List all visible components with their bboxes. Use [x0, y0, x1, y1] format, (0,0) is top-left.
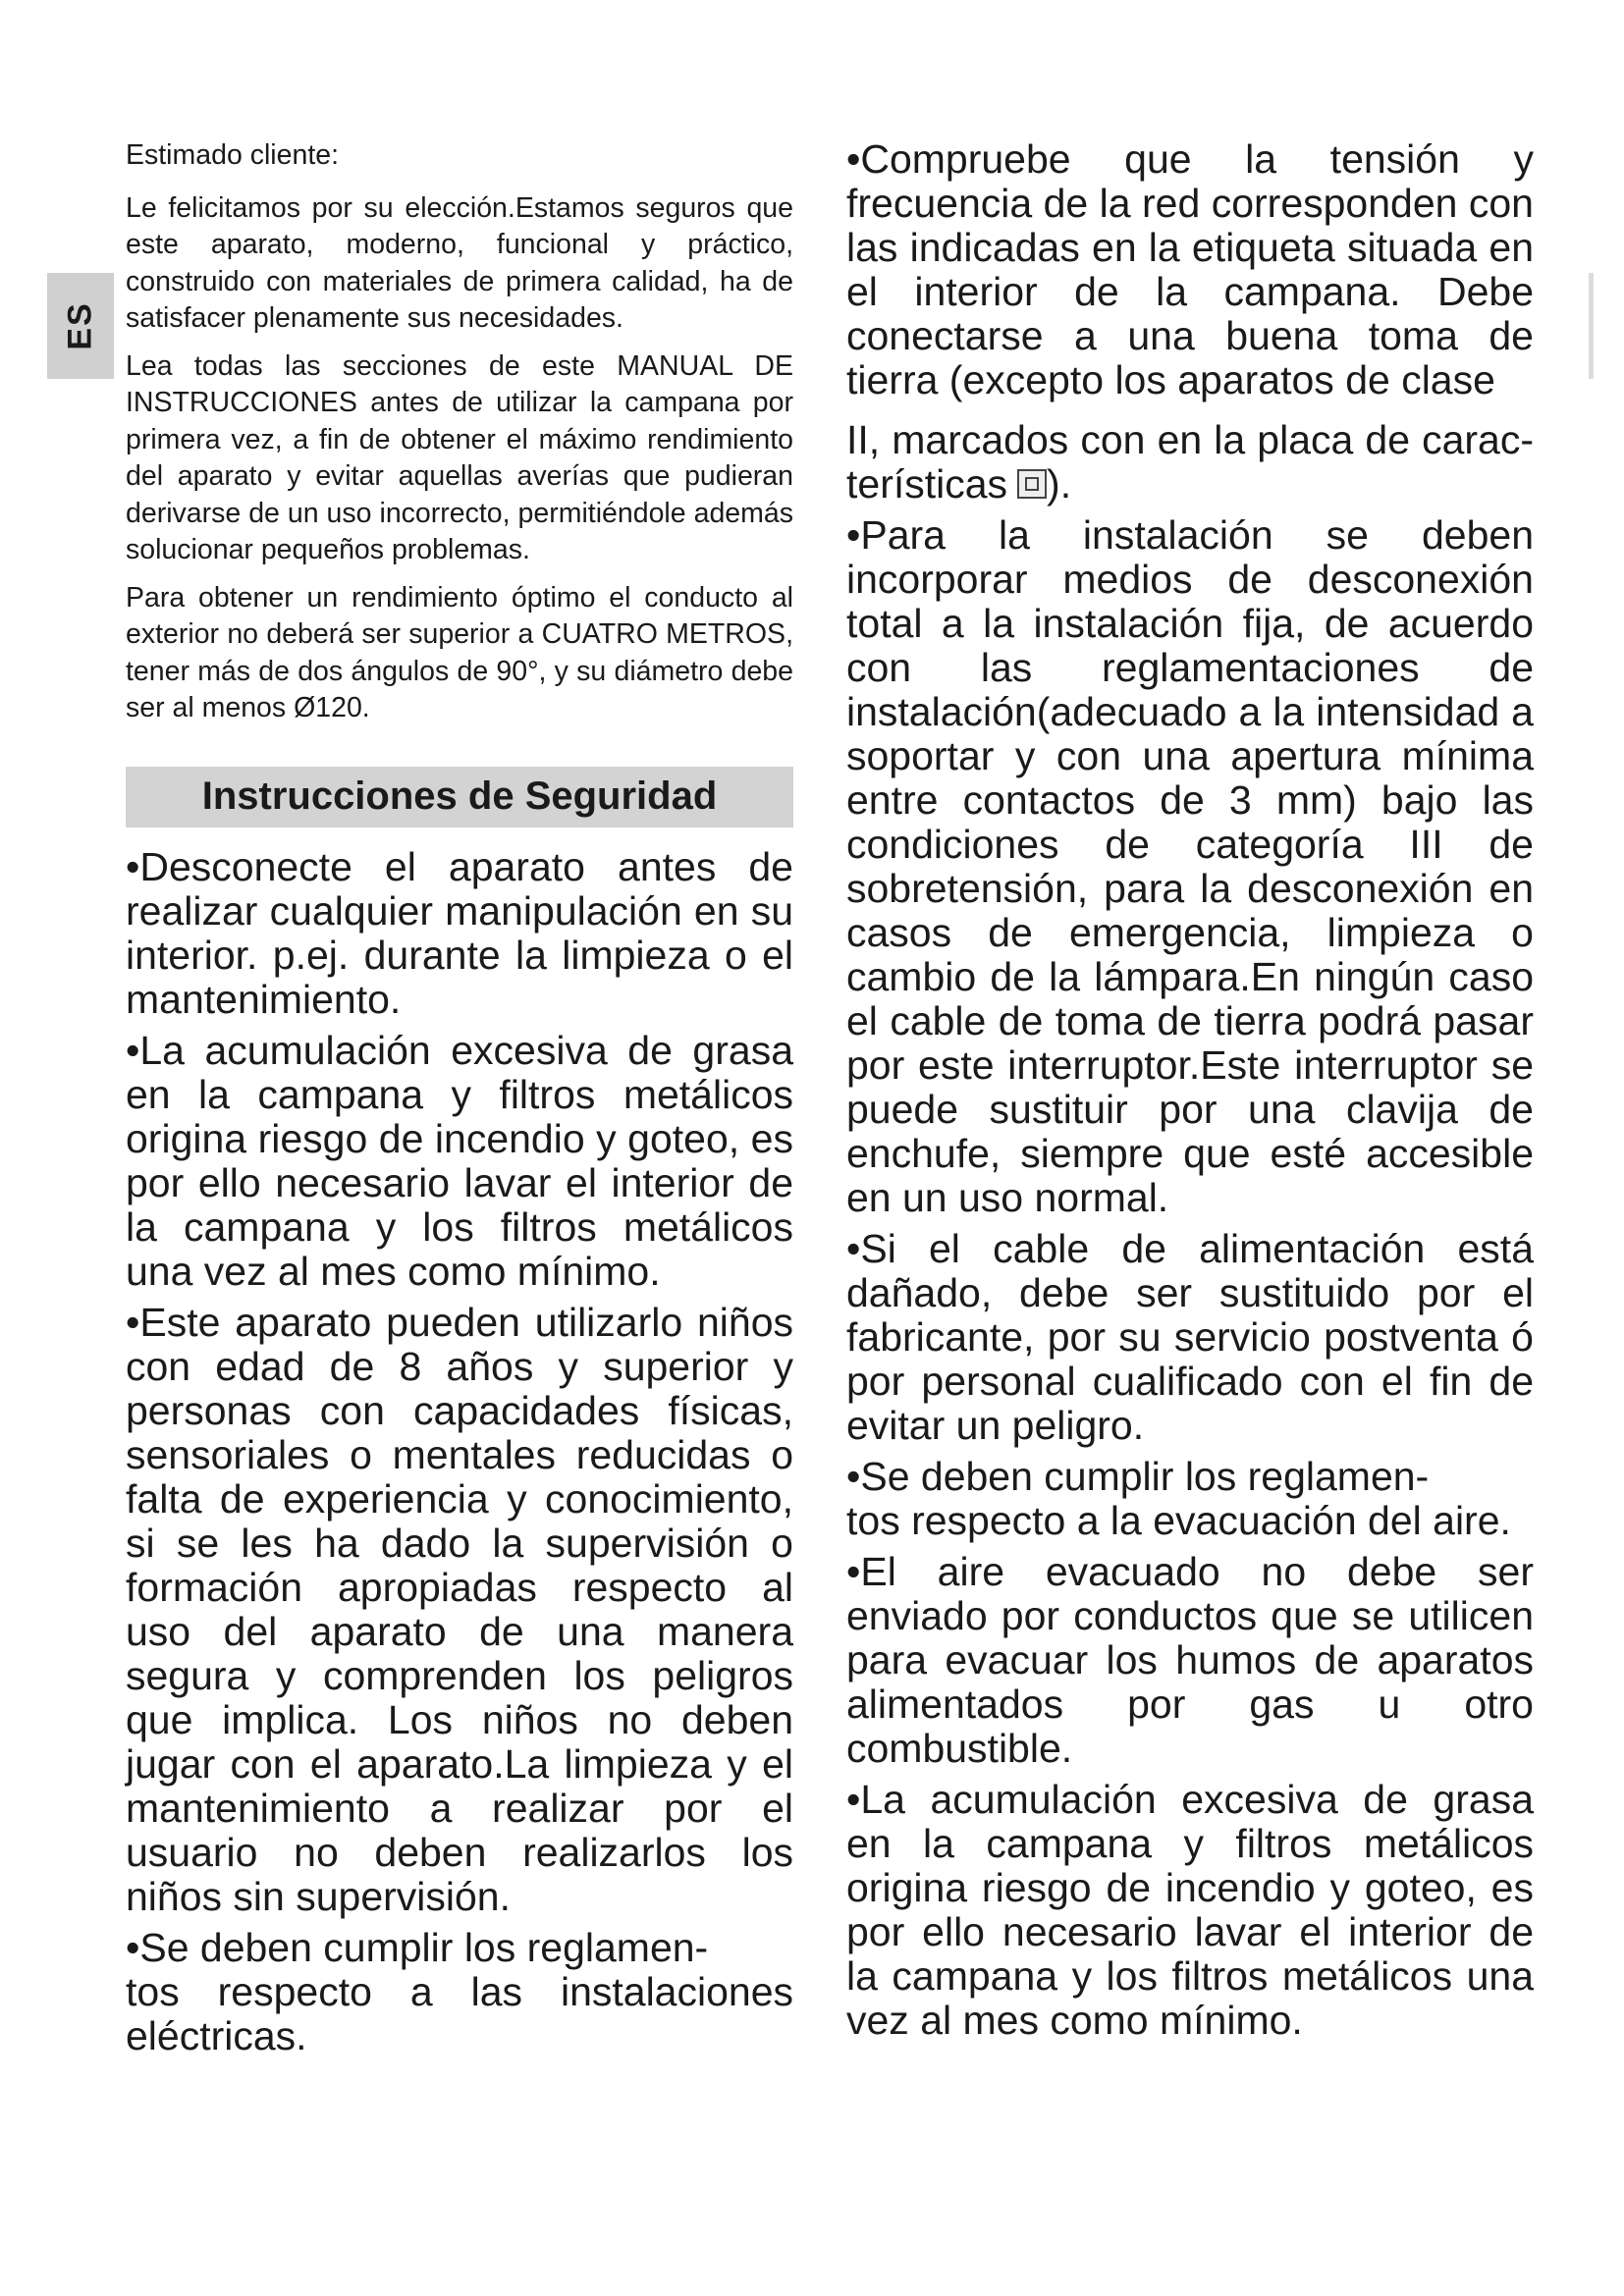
class-ii-end: ).	[1047, 461, 1072, 507]
intro-paragraph-1: Le felicitamos por su elección.Estamos seguros que este aparato, moderno, funcional y práctico, construido con materiales de primera calidad, ha de satisfacer plenamente sus necesidades.	[126, 191, 793, 334]
intro-paragraph-2: Lea todas las secciones de este MANUAL DE INSTRUCCIONES antes de utilizar la campana por primera vez, a fin de obtener el máximo rendimiento del aparato y evitar aquellas averías que pudieran derivarse de un uso incorrecto, permitiéndole además solucionar pequeños problemas.	[126, 349, 793, 565]
bullet-disconnection-means: •Para la instalación se deben incorporar medios de desconexión total a la instalación fija, de acuerdo con las reglamentaciones de instalación(adecuado a la intensidad a soportar y con una apertura mínima entre contactos de 3 mm) bajo las condiciones de categoría III de sobretensión, para la desconexión en casos de emergencia, limpieza o cambio de la lámpara.En ningún caso el cable de toma de tierra podrá pasar por este interruptor.Este interruptor se puede sustituir por una clavija de enchufe, siempre que esté accesible en un uso normal.	[846, 512, 1534, 1220]
bullet-exhaust-air: •El aire evacuado no debe ser enviado por conductos que se utilicen para evacuar los humos de aparatos alimentados por gas u otro combustible.	[846, 1549, 1534, 1771]
class-ii-text: II, marcados con en la placa de carac-terísticas	[846, 417, 1534, 507]
language-tab-label: ES	[61, 301, 99, 350]
left-bullet-list	[126, 845, 793, 2058]
class-ii-symbol-icon	[1017, 469, 1047, 499]
intro-section	[126, 137, 793, 727]
bullet-regulations-air-continued: tos respecto a la evacuación del aire.	[846, 1498, 1511, 1543]
language-tab	[47, 273, 114, 379]
bullet-children: •Este aparato pueden utilizarlo niños con edad de 8 años y superior y personas con capacidades físicas, sensoriales o mentales reducidas o falta de experiencia y conocimiento, si se les ha dado la supervisión o formación apropiadas respecto al uso del aparato de una manera segura y comprenden los peligros que implica. Los niños no deben jugar con el aparato.La limpieza y el mantenimiento a realizar por el usuario no deben realizarlos los niños sin supervisión.	[126, 1299, 793, 1919]
bullet-voltage-check-continued	[846, 418, 1534, 507]
bullet-regulations-electrical-continued: tos respecto a las instalaciones eléctricas.	[126, 1968, 793, 2058]
section-title-text: Instrucciones de Seguridad	[201, 774, 718, 818]
page-edge-marker	[1589, 273, 1594, 379]
bullet-grease-left: •La acumulación excesiva de grasa en la campana y filtros metálicos origina riesgo de incendio y goteo, es por ello necesario lavar el interior de la campana y los filtros metálicos una vez al mes como mínimo.	[126, 1027, 793, 1294]
intro-paragraph-3: Para obtener un rendimiento óptimo el conducto al exterior no deberá ser superior a CUATRO METROS, tener más de dos ángulos de 90°, y su diámetro debe ser al menos Ø120.	[126, 581, 793, 723]
bullet-regulations-electrical: •Se deben cumplir los reglamen-	[126, 1924, 709, 1970]
bullet-disconnect: •Desconecte el aparato antes de realizar cualquier manipulación en su interior. p.ej. durante la limpieza o el mantenimiento.	[126, 843, 793, 1022]
left-column	[126, 137, 793, 2065]
bullet-voltage-check: •Compruebe que la tensión y frecuencia de la red corresponden con las indicadas en la etiqueta situada en el interior de la campana. Debe conectarse a una buena toma de tierra (excepto los aparatos de clase	[846, 136, 1534, 402]
greeting: Estimado cliente:	[126, 139, 340, 171]
bullet-power-cable: •Si el cable de alimentación está dañado, debe ser sustituido por el fabricante, por su servicio postventa ó por personal cualificado con el fin de evitar un peligro.	[846, 1226, 1534, 1448]
bullet-grease-right: •La acumulación excesiva de grasa en la campana y filtros metálicos origina riesgo de incendio y goteo, es por ello necesario lavar el interior de la campana y los filtros metálicos una vez al mes como mínimo.	[846, 1777, 1534, 2043]
bullet-regulations-air: •Se deben cumplir los reglamen-	[846, 1454, 1430, 1499]
section-title	[126, 767, 793, 828]
right-column	[846, 137, 1534, 2050]
